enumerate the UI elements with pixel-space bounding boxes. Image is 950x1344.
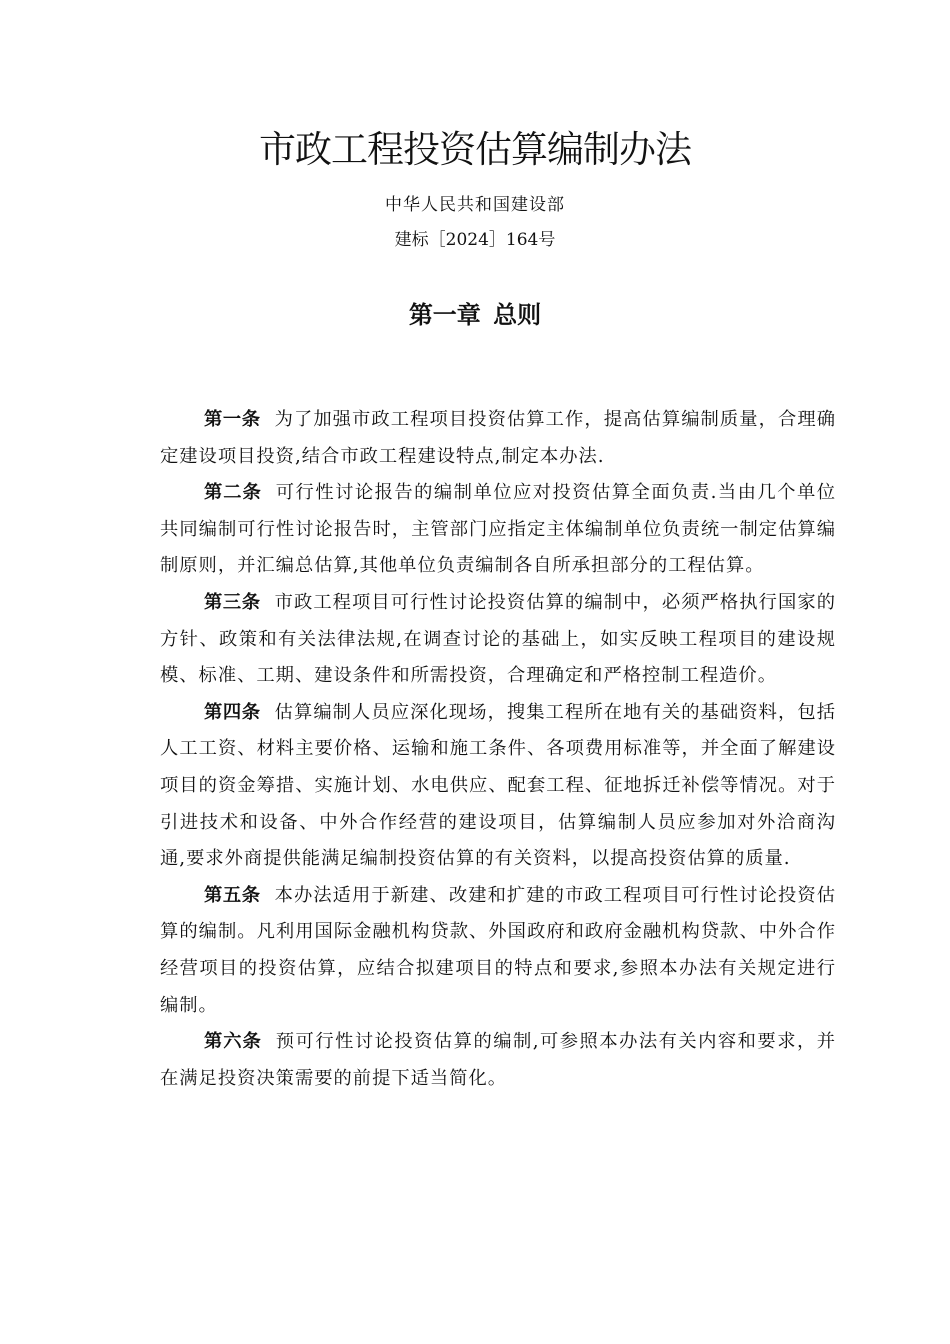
article-2 <box>160 475 836 585</box>
article-label: 第六条 <box>204 1031 262 1053</box>
document-number: 建标［2024］164号 <box>394 230 556 250</box>
article-label: 第四条 <box>204 701 261 723</box>
document-title: 市政工程投资估算编制办法 <box>259 128 691 171</box>
article-text: 预可行性讨论投资估算的编制,可参照本办法有关内容和要求，并在满足投资决策需要的前提下适当简化。 <box>160 1031 837 1089</box>
article-text: 本办法适用于新建、改建和扩建的市政工程项目可行性讨论投资估算的编制。凡利用国际金融机构贷款、外国政府和政府金融机构贷款、中外合作经营项目的投资估算，应结合拟建项目的特点和要求,参照本办法有关规定进行编制。 <box>160 884 837 1016</box>
article-text: 为了加强市政工程项目投资估算工作，提高估算编制质量，合理确定建设项目投资,结合市政工程建设特点,制定本办法. <box>160 409 837 467</box>
article-label: 第三条 <box>204 591 261 613</box>
article-label: 第五条 <box>204 884 261 906</box>
chapter-title: 第一章 总则 <box>408 301 542 329</box>
article-list <box>160 402 836 1097</box>
article-1 <box>160 402 836 475</box>
article-5 <box>160 878 836 1024</box>
article-4 <box>160 695 836 878</box>
issuing-authority: 中华人民共和国建设部 <box>385 195 565 215</box>
article-text: 市政工程项目可行性讨论投资估算的编制中，必须严格执行国家的方针、政策和有关法律法规,在调查讨论的基础上，如实反映工程项目的建设规模、标准、工期、建设条件和所需投资，合理确定和严格控制工程造价。 <box>160 591 837 687</box>
article-label: 第一条 <box>204 409 261 430</box>
article-text: 可行性讨论报告的编制单位应对投资估算全面负责.当由几个单位共同编制可行性讨论报告时，主管部门应指定主体编制单位负责统一制定估算编制原则，并汇编总估算,其他单位负责编制各自所承担部分的工程估算。 <box>160 482 837 577</box>
article-label: 第二条 <box>204 482 262 504</box>
article-3 <box>160 585 836 695</box>
article-text: 估算编制人员应深化现场，搜集工程所在地有关的基础资料，包括人工工资、材料主要价格、运输和施工条件、各项费用标准等，并全面了解建设项目的资金筹措、实施计划、水电供应、配套工程、征地拆迁补偿等情况。对于引进技术和设备、中外合作经营的建设项目，估算编制人员应参加对外洽商沟通,要求外商提供能满足编制投资估算的有关资料，以提高投资估算的质量. <box>160 701 837 870</box>
article-6 <box>160 1024 836 1097</box>
